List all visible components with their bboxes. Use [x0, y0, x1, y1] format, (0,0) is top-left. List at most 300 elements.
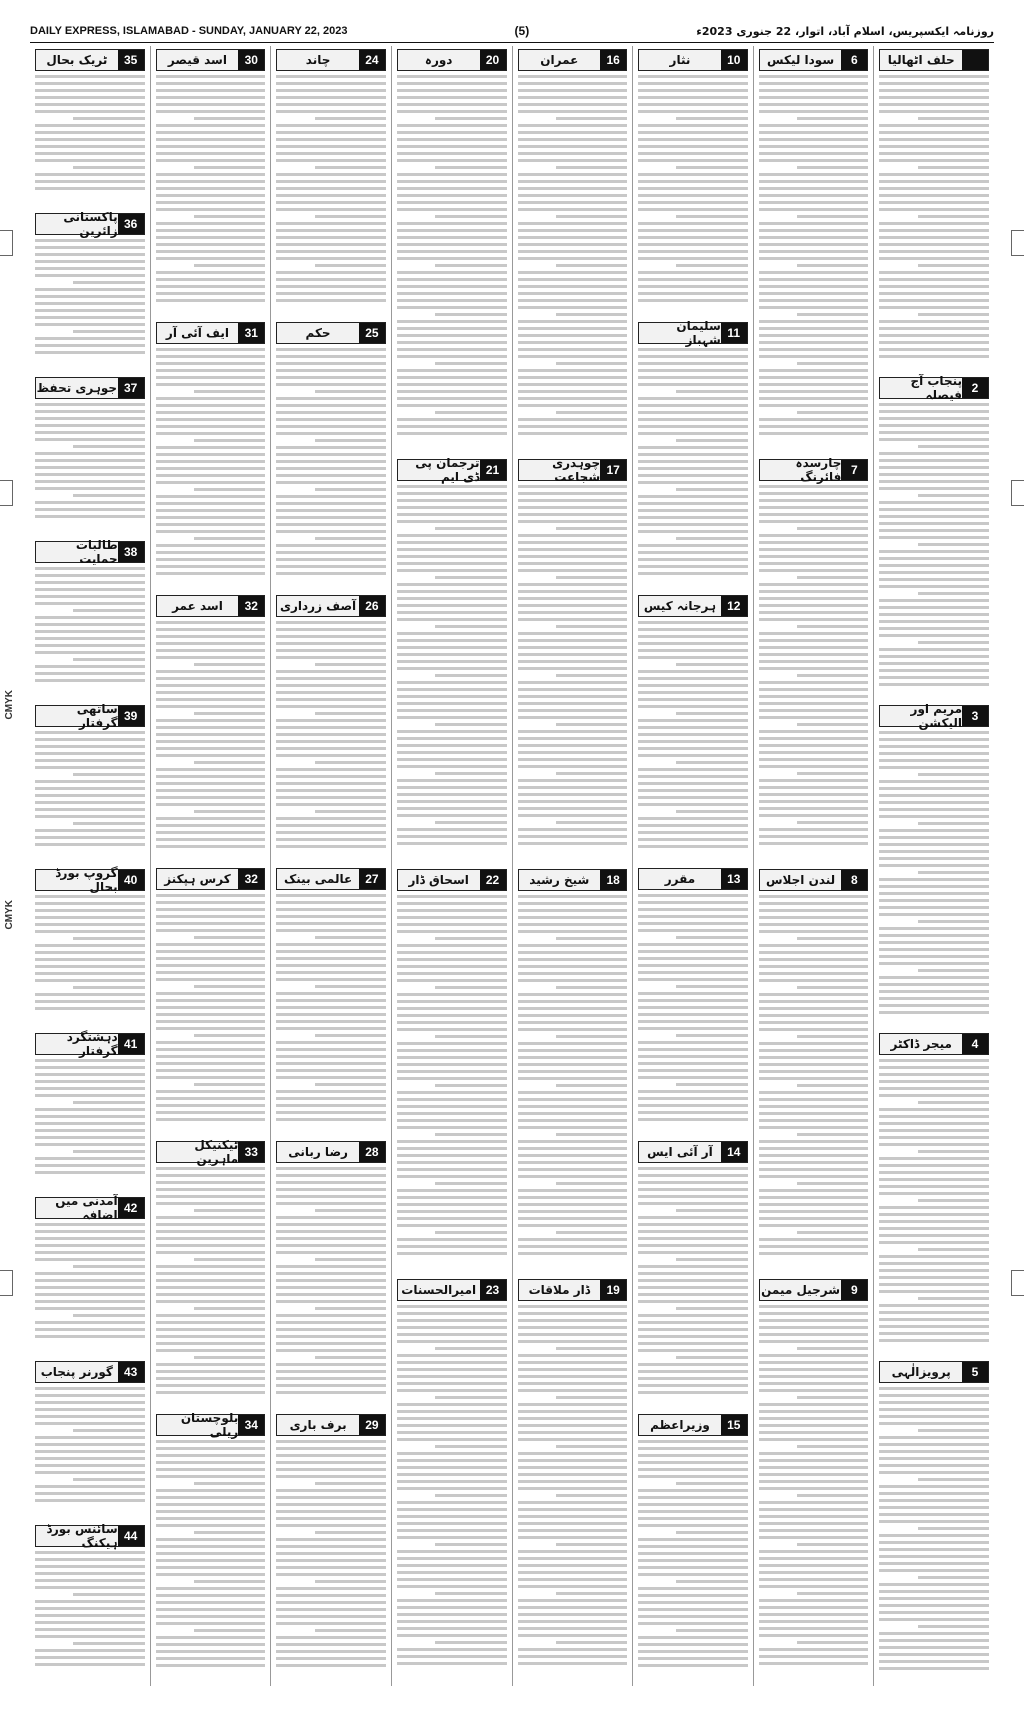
news-item — [397, 1276, 507, 1680]
text-line — [518, 229, 628, 232]
text-line — [276, 1020, 386, 1023]
text-line — [638, 915, 748, 918]
text-line — [276, 1286, 386, 1289]
headline-box[interactable] — [638, 1141, 748, 1163]
text-line — [435, 215, 506, 218]
text-line — [35, 1436, 145, 1439]
headline-box[interactable] — [276, 49, 386, 71]
text-line — [194, 264, 265, 267]
headline-box[interactable] — [638, 868, 748, 890]
story-number: 37 — [118, 378, 144, 398]
headline-box[interactable] — [518, 456, 628, 484]
text-line — [759, 1613, 869, 1616]
text-line — [397, 418, 507, 421]
text-line — [518, 292, 628, 295]
headline-box[interactable] — [638, 319, 748, 347]
text-line — [638, 1559, 748, 1562]
headline-box[interactable] — [879, 374, 989, 402]
text-line — [759, 425, 869, 428]
headline-box[interactable] — [35, 1361, 145, 1383]
text-line — [518, 1021, 628, 1024]
text-line — [638, 1615, 748, 1618]
text-line — [518, 1382, 628, 1385]
text-line — [35, 459, 145, 462]
headline-box[interactable] — [397, 49, 507, 71]
text-line — [397, 1098, 507, 1101]
text-line — [879, 578, 989, 581]
text-line — [638, 789, 748, 792]
text-line — [879, 927, 989, 930]
text-line — [397, 972, 507, 975]
news-item — [879, 702, 989, 1024]
text-line — [156, 1279, 266, 1282]
text-line — [676, 1629, 747, 1632]
text-line — [759, 835, 869, 838]
headline-box[interactable] — [879, 1033, 989, 1055]
text-line — [276, 1237, 386, 1240]
headline-box[interactable] — [156, 49, 266, 71]
text-line — [879, 815, 989, 818]
text-line — [156, 964, 266, 967]
article-body-lines — [35, 403, 145, 518]
text-line — [556, 527, 627, 530]
text-line — [35, 466, 145, 469]
text-line — [879, 550, 989, 553]
text-line — [518, 702, 628, 705]
text-line — [276, 1587, 386, 1590]
text-line — [276, 894, 386, 897]
news-item — [35, 1030, 145, 1188]
text-line — [879, 299, 989, 302]
headline-box[interactable] — [638, 595, 748, 617]
headline-title: چارسدہ فائرنگ — [760, 460, 842, 480]
headline-box[interactable] — [35, 866, 145, 894]
text-line — [397, 173, 507, 176]
headline-box[interactable] — [156, 1138, 266, 1166]
text-line — [35, 159, 145, 162]
text-line — [556, 1592, 627, 1595]
text-line — [156, 789, 266, 792]
headline-box[interactable] — [879, 702, 989, 730]
text-line — [276, 397, 386, 400]
text-line — [276, 1272, 386, 1275]
text-line — [397, 835, 507, 838]
text-line — [35, 337, 145, 340]
text-line — [435, 1084, 506, 1087]
text-line — [35, 843, 145, 846]
text-line — [435, 1445, 506, 1448]
text-line — [518, 835, 628, 838]
story-number: 39 — [118, 706, 144, 726]
text-line — [879, 752, 989, 755]
text-line — [397, 1403, 507, 1406]
text-line — [156, 922, 266, 925]
text-line — [518, 737, 628, 740]
text-line — [638, 908, 748, 911]
text-line — [35, 672, 145, 675]
text-line — [276, 677, 386, 680]
story-number: 9 — [841, 1280, 867, 1300]
text-line — [397, 1063, 507, 1066]
text-line — [156, 551, 266, 554]
headline-box[interactable] — [759, 456, 869, 484]
text-line — [276, 1118, 386, 1121]
text-line — [315, 117, 386, 120]
text-line — [879, 941, 989, 944]
text-line — [879, 1004, 989, 1007]
text-line — [518, 1007, 628, 1010]
headline-title: وزیراعظم — [639, 1415, 721, 1435]
headline-box[interactable] — [879, 1361, 989, 1383]
text-line — [556, 723, 627, 726]
news-item — [156, 1411, 266, 1678]
text-line — [276, 1202, 386, 1205]
header-urdu-dateline: روزنامہ ایکسپریس، اسلام آباد، اتوار، 22 جنوری 2023ء — [696, 24, 994, 38]
text-line — [879, 285, 989, 288]
text-line — [518, 993, 628, 996]
headline-box[interactable] — [397, 1279, 507, 1301]
text-line — [638, 1587, 748, 1590]
text-line — [638, 1503, 748, 1506]
text-line — [638, 229, 748, 232]
text-line — [879, 1115, 989, 1118]
headline-box[interactable] — [518, 1279, 628, 1301]
text-line — [435, 1133, 506, 1136]
text-line — [35, 1157, 145, 1160]
text-line — [435, 1396, 506, 1399]
text-line — [638, 1538, 748, 1541]
text-line — [397, 1368, 507, 1371]
text-line — [759, 814, 869, 817]
text-line — [638, 96, 748, 99]
headline-box[interactable] — [35, 1194, 145, 1222]
headline-box[interactable] — [276, 1414, 386, 1436]
text-line — [797, 1543, 868, 1546]
text-line — [35, 951, 145, 954]
news-item — [156, 592, 266, 859]
headline-title: عالمی بینک — [277, 869, 359, 889]
text-line — [276, 1447, 386, 1450]
article-body-lines — [276, 621, 386, 848]
text-line — [276, 362, 386, 365]
text-line — [518, 944, 628, 947]
headline-box[interactable] — [35, 1522, 145, 1550]
text-line — [156, 803, 266, 806]
article-body-lines — [35, 1223, 145, 1338]
text-line — [156, 908, 266, 911]
headline-box[interactable] — [276, 868, 386, 890]
text-line — [879, 1555, 989, 1558]
text-line — [638, 418, 748, 421]
text-line — [879, 829, 989, 832]
text-line — [35, 588, 145, 591]
headline-box[interactable] — [276, 1141, 386, 1163]
text-line — [518, 145, 628, 148]
text-line — [879, 620, 989, 623]
text-line — [435, 937, 506, 940]
text-line — [397, 1021, 507, 1024]
text-line — [518, 814, 628, 817]
text-line — [879, 683, 989, 686]
text-line — [397, 1305, 507, 1308]
text-line — [397, 639, 507, 642]
news-item — [397, 866, 507, 1270]
text-line — [759, 1147, 869, 1150]
text-line — [156, 159, 266, 162]
text-line — [638, 110, 748, 113]
headline-box[interactable] — [638, 1414, 748, 1436]
headline-box[interactable] — [35, 702, 145, 730]
headline-box[interactable] — [35, 1030, 145, 1058]
news-column — [632, 46, 753, 1686]
text-line — [676, 810, 747, 813]
text-line — [276, 1573, 386, 1576]
headline-box[interactable] — [35, 538, 145, 566]
text-line — [156, 278, 266, 281]
text-line — [759, 1620, 869, 1623]
text-line — [35, 930, 145, 933]
text-line — [759, 562, 869, 565]
headline-box[interactable] — [518, 869, 628, 891]
article-body-lines — [759, 895, 869, 1255]
text-line — [759, 716, 869, 719]
text-line — [879, 536, 989, 539]
text-line — [518, 299, 628, 302]
text-line — [276, 649, 386, 652]
text-line — [276, 516, 386, 519]
text-line — [397, 751, 507, 754]
text-line — [156, 670, 266, 673]
text-line — [73, 494, 144, 497]
text-line — [759, 965, 869, 968]
text-line — [35, 267, 145, 270]
text-line — [397, 1410, 507, 1413]
text-line — [35, 1129, 145, 1132]
text-line — [276, 1377, 386, 1380]
headline-box[interactable] — [879, 49, 989, 71]
headline-box[interactable] — [156, 595, 266, 617]
text-line — [156, 481, 266, 484]
text-line — [638, 425, 748, 428]
text-line — [759, 1424, 869, 1427]
news-item — [276, 865, 386, 1132]
text-line — [194, 1531, 265, 1534]
text-line — [397, 82, 507, 85]
text-line — [397, 1070, 507, 1073]
text-line — [879, 1415, 989, 1418]
headline-title: عمران — [519, 50, 601, 70]
text-line — [156, 1265, 266, 1268]
text-line — [759, 306, 869, 309]
headline-box[interactable] — [759, 1279, 869, 1301]
text-line — [276, 1223, 386, 1226]
text-line — [759, 1224, 869, 1227]
text-line — [156, 656, 266, 659]
text-line — [638, 124, 748, 127]
headline-box[interactable] — [156, 868, 266, 890]
text-line — [518, 548, 628, 551]
text-line — [638, 705, 748, 708]
text-line — [518, 930, 628, 933]
text-line — [879, 1583, 989, 1586]
text-line — [518, 1319, 628, 1322]
text-line — [638, 187, 748, 190]
text-line — [879, 201, 989, 204]
text-line — [759, 786, 869, 789]
text-line — [156, 1167, 266, 1170]
text-line — [518, 590, 628, 593]
text-line — [759, 909, 869, 912]
headline-box[interactable] — [35, 377, 145, 399]
text-line — [759, 541, 869, 544]
story-number: 21 — [480, 460, 506, 480]
headline-box[interactable] — [397, 869, 507, 891]
text-line — [276, 1300, 386, 1303]
text-line — [156, 257, 266, 260]
text-line — [35, 1457, 145, 1460]
text-line — [759, 327, 869, 330]
story-number: 42 — [118, 1198, 144, 1218]
text-line — [276, 1069, 386, 1072]
text-line — [156, 446, 266, 449]
text-line — [759, 1438, 869, 1441]
text-line — [797, 411, 868, 414]
text-line — [518, 1126, 628, 1129]
headline-box[interactable] — [759, 49, 869, 71]
text-line — [35, 780, 145, 783]
story-number: 22 — [480, 870, 506, 890]
headline-box[interactable] — [397, 456, 507, 484]
text-line — [276, 1062, 386, 1065]
text-line — [156, 1384, 266, 1387]
text-line — [156, 1461, 266, 1464]
text-line — [315, 810, 386, 813]
text-line — [518, 1119, 628, 1122]
headline-box[interactable] — [156, 322, 266, 344]
headline-box[interactable] — [156, 1411, 266, 1439]
text-line — [73, 1101, 144, 1104]
text-line — [638, 565, 748, 568]
text-line — [397, 1480, 507, 1483]
text-line — [759, 236, 869, 239]
text-line — [397, 1487, 507, 1490]
text-line — [879, 1213, 989, 1216]
text-line — [156, 1489, 266, 1492]
text-line — [276, 698, 386, 701]
text-line — [518, 1042, 628, 1045]
headline-box[interactable] — [276, 322, 386, 344]
text-line — [435, 1641, 506, 1644]
text-line — [918, 1150, 989, 1153]
text-line — [797, 1133, 868, 1136]
text-line — [397, 513, 507, 516]
text-line — [879, 452, 989, 455]
text-line — [156, 1440, 266, 1443]
text-line — [35, 1450, 145, 1453]
story-number: 33 — [238, 1142, 264, 1162]
text-line — [879, 899, 989, 902]
text-line — [918, 1199, 989, 1202]
color-registration-mark: CMYK — [4, 690, 15, 720]
text-line — [879, 613, 989, 616]
text-line — [397, 1091, 507, 1094]
text-line — [518, 1431, 628, 1434]
text-line — [435, 527, 506, 530]
text-line — [638, 628, 748, 631]
text-line — [518, 916, 628, 919]
headline-box[interactable] — [35, 49, 145, 71]
text-line — [397, 1375, 507, 1378]
text-line — [35, 417, 145, 420]
headline-box[interactable] — [276, 595, 386, 617]
text-line — [156, 621, 266, 624]
headline-box[interactable] — [518, 49, 628, 71]
text-line — [397, 1354, 507, 1357]
text-line — [879, 1632, 989, 1635]
text-line — [276, 1048, 386, 1051]
headline-box[interactable] — [638, 49, 748, 71]
text-line — [397, 1161, 507, 1164]
news-item — [35, 866, 145, 1024]
text-line — [156, 530, 266, 533]
text-line — [638, 1013, 748, 1016]
text-line — [638, 467, 748, 470]
text-line — [638, 299, 748, 302]
text-line — [73, 1642, 144, 1645]
text-line — [518, 1056, 628, 1059]
text-line — [556, 674, 627, 677]
story-number: 36 — [118, 214, 144, 234]
text-line — [638, 516, 748, 519]
headline-box[interactable] — [35, 210, 145, 238]
text-line — [518, 758, 628, 761]
text-line — [276, 82, 386, 85]
text-line — [315, 1580, 386, 1583]
text-line — [397, 1210, 507, 1213]
news-item — [879, 46, 989, 368]
text-line — [156, 376, 266, 379]
text-line — [759, 765, 869, 768]
text-line — [879, 187, 989, 190]
text-line — [276, 1615, 386, 1618]
text-line — [879, 431, 989, 434]
text-line — [879, 1548, 989, 1551]
text-line — [35, 1258, 145, 1261]
headline-title: سائنس بورڈ ہیکنگ — [36, 1526, 118, 1546]
text-line — [759, 737, 869, 740]
text-line — [315, 1209, 386, 1212]
text-line — [73, 937, 144, 940]
text-line — [35, 124, 145, 127]
text-line — [759, 485, 869, 488]
text-line — [879, 1220, 989, 1223]
article-body-lines — [518, 75, 628, 435]
text-line — [518, 1515, 628, 1518]
text-line — [35, 1251, 145, 1254]
text-line — [397, 376, 507, 379]
text-line — [397, 958, 507, 961]
headline-box[interactable] — [759, 869, 869, 891]
text-line — [397, 737, 507, 740]
text-line — [156, 894, 266, 897]
text-line — [35, 131, 145, 134]
text-line — [435, 772, 506, 775]
text-line — [879, 648, 989, 651]
text-line — [397, 485, 507, 488]
text-line — [276, 229, 386, 232]
text-line — [759, 1375, 869, 1378]
text-line — [556, 625, 627, 628]
